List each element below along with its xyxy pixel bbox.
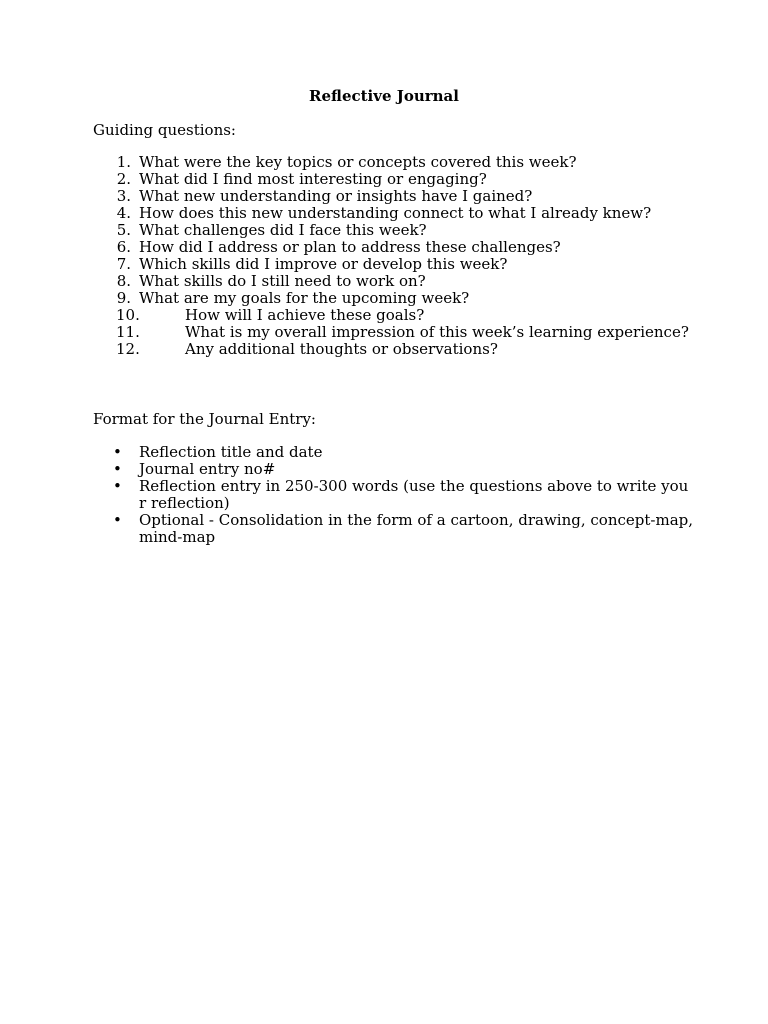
list-item — [93, 444, 693, 461]
list-item-text: Reflection title and date — [139, 443, 323, 461]
list-item-text: What were the key topics or concepts covered this week? — [139, 153, 577, 171]
list-item — [93, 478, 693, 512]
list-item-text: What did I find most interesting or engaging? — [139, 170, 487, 188]
list-item — [93, 273, 693, 290]
list-number: 1. — [116, 153, 131, 171]
list-number: 8. — [116, 272, 131, 290]
list-item — [93, 205, 693, 222]
list-item-text: How will I achieve these goals? — [185, 306, 425, 324]
list-item — [93, 188, 693, 205]
list-item — [93, 341, 693, 358]
list-item — [93, 324, 693, 341]
list-item — [93, 307, 693, 324]
guiding-questions-heading: Guiding questions: — [93, 121, 236, 139]
bullet-icon: • — [113, 477, 122, 495]
bullet-icon: • — [113, 511, 122, 529]
bullet-icon: • — [113, 443, 122, 461]
list-number: 4. — [116, 204, 131, 222]
list-item-text: Optional - Consolidation in the form of a cartoon, drawing, concept-map, mind-map — [139, 511, 694, 546]
list-number: 6. — [116, 238, 131, 256]
guiding-questions-list — [93, 154, 693, 358]
list-number: 3. — [116, 187, 131, 205]
list-item — [93, 256, 693, 273]
list-item — [93, 461, 693, 478]
list-item-text: How does this new understanding connect to what I already knew? — [139, 204, 652, 222]
list-number: 9. — [116, 289, 131, 307]
list-item-text: What new understanding or insights have I gained? — [139, 187, 533, 205]
list-item — [93, 154, 693, 171]
list-item-text: Any additional thoughts or observations? — [185, 340, 498, 358]
list-item-text: What are my goals for the upcoming week? — [139, 289, 470, 307]
list-item-text: How did I address or plan to address these challenges? — [139, 238, 561, 256]
list-item — [93, 239, 693, 256]
list-item-text: Reflection entry in 250-300 words (use the questions above to write you r reflection) — [139, 477, 689, 512]
list-item — [93, 512, 693, 546]
bullet-icon: • — [113, 460, 122, 478]
list-number: 5. — [116, 221, 131, 239]
list-item — [93, 222, 693, 239]
list-number: 10. — [116, 306, 140, 324]
list-number: 11. — [116, 323, 140, 341]
document-title: Reflective Journal — [309, 87, 459, 105]
format-list — [93, 444, 693, 546]
list-item-text: What skills do I still need to work on? — [139, 272, 426, 290]
list-item — [93, 290, 693, 307]
list-item-text: Journal entry no# — [139, 460, 276, 478]
list-item — [93, 171, 693, 188]
list-item-text: Which skills did I improve or develop this week? — [139, 255, 508, 273]
list-number: 7. — [116, 255, 131, 273]
format-heading: Format for the Journal Entry: — [93, 410, 316, 428]
list-number: 12. — [116, 340, 140, 358]
list-number: 2. — [116, 170, 131, 188]
list-item-text: What challenges did I face this week? — [139, 221, 427, 239]
list-item-text: What is my overall impression of this week’s learning experience? — [185, 323, 689, 341]
